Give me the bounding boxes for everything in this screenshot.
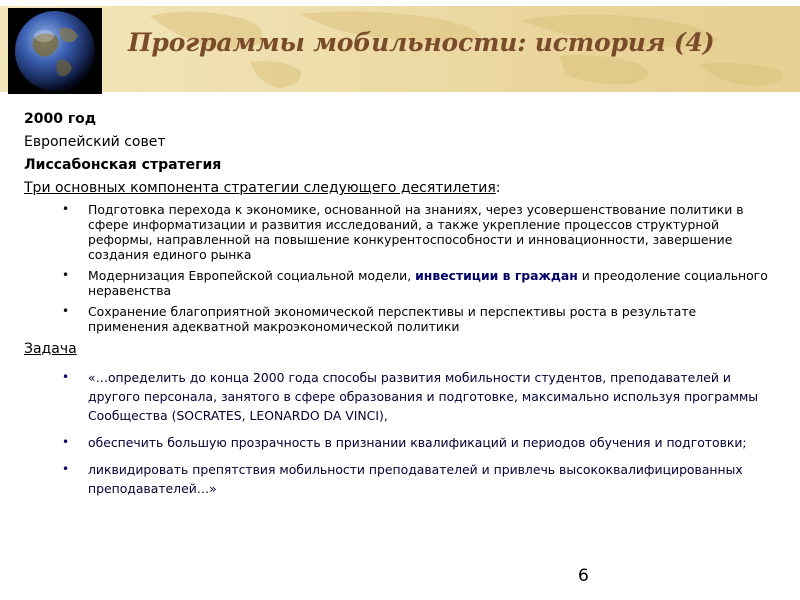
list-item-text: Сохранение благоприятной экономической перспективы и перспективы роста в результате применения адекватной макроэкономической политики [88, 304, 697, 334]
bullet-icon: • [62, 202, 70, 216]
year-heading: 2000 год [24, 111, 97, 127]
council-text: Европейский совет [24, 134, 166, 150]
list-item-text-bold: инвестиции в граждан [415, 268, 578, 283]
components-heading: Три основных компонента стратегии следующего десятилетия [24, 180, 496, 196]
list-item-text: Подготовка перехода к экономике, основанной на знаниях, через усовершенствование политики в сфере информатизации и развития исследований, а также укрепление процессов структурной реформы, направленной на повышение конкурентоспособности и инновационности, завершение создания единого рынка [88, 202, 744, 262]
list-item-text: ликвидировать препятствия мобильности преподавателей и привлечь высококвалифицированных преподавателей…» [88, 462, 743, 496]
list-item [24, 460, 778, 498]
list-item-text-after: и преодоление социального неравенства [88, 268, 768, 298]
components-heading-line [24, 179, 784, 197]
list-item [24, 368, 778, 425]
task-heading: Задача [24, 341, 77, 357]
components-colon: : [495, 180, 501, 196]
list-item-text: «…определить до конца 2000 года способы развития мобильности студентов, преподавателей и другого персонала, занятого в сфере образования и подготовке, максимально используя программы Сообщества (SOCRATES, LEONARDO DA VINCI), [88, 370, 759, 423]
slide-header [0, 0, 800, 96]
globe-icon [8, 8, 102, 94]
bullet-icon: • [62, 435, 70, 449]
bullet-icon: • [62, 462, 70, 476]
list-item [24, 433, 778, 452]
list-item [24, 304, 778, 334]
bullet-icon: • [62, 268, 70, 282]
components-list [24, 202, 784, 334]
strategy-heading: Лиссабонская стратегия [24, 157, 222, 173]
slide-content [24, 110, 784, 506]
list-item-text: обеспечить большую прозрачность в признании квалификаций и периодов обучения и подготовки; [88, 435, 747, 450]
bullet-icon: • [62, 370, 70, 384]
slide-title: Программы мобильности: история (4) [128, 28, 715, 57]
list-item-text-before: Модернизация Европейской социальной модели, [88, 268, 416, 283]
page-number: 6 [578, 566, 589, 586]
tasks-list [24, 368, 784, 498]
list-item [24, 268, 778, 298]
bullet-icon: • [62, 304, 70, 318]
list-item [24, 202, 778, 262]
